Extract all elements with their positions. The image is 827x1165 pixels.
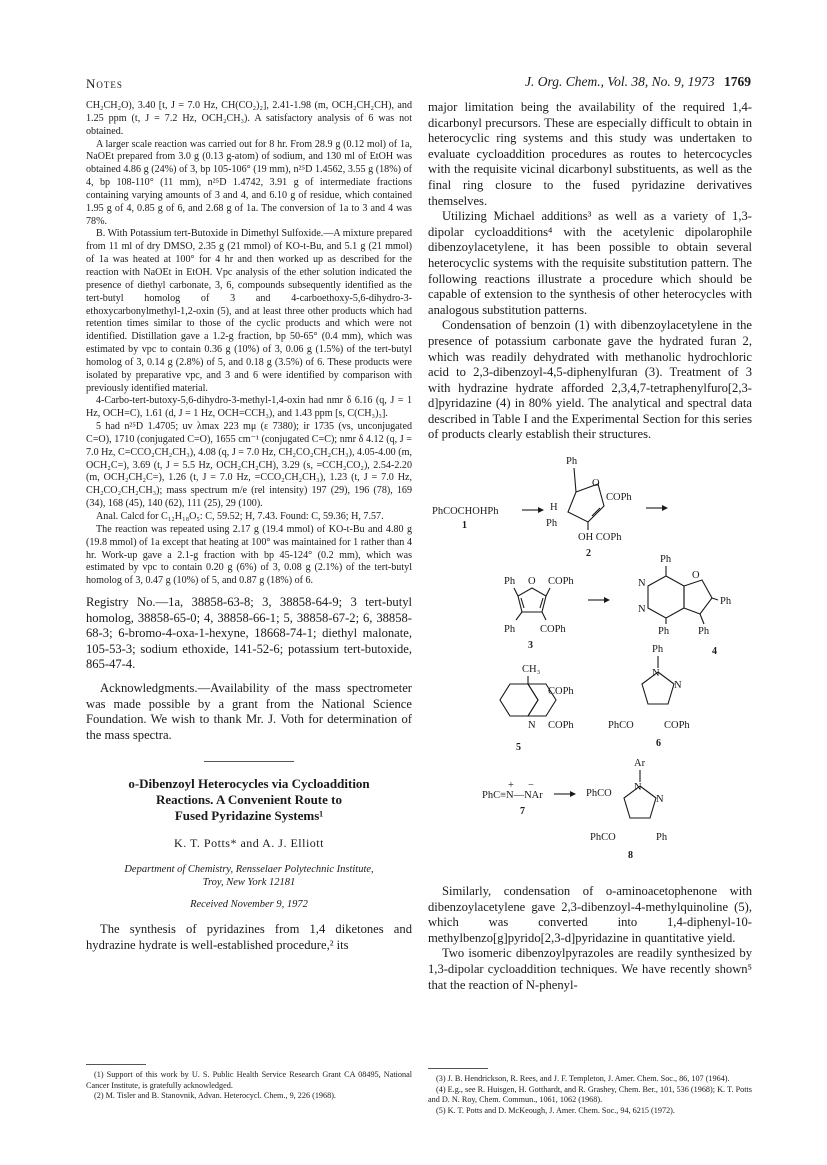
compound-4-label: 4 <box>712 646 717 657</box>
article-divider <box>204 761 294 762</box>
experimental-paragraph: 4-Carbo-tert-butoxy-5,6-dihydro-3-methyl-1,4-oxin had nmr δ 6.16 (q, J = 1 Hz, OCH=C), 1.61 (d, J = 1 Hz, OCH=CCH₃), and 1.43 ppm [s, C(CH₃)₃]. <box>86 395 412 420</box>
footnotes-left <box>86 1070 412 1102</box>
double-bond <box>540 598 543 608</box>
experimental-paragraph: The reaction was repeated using 2.17 g (19.4 mmol) of KO-t-Bu and 4.80 g (19.8 mmol) of 1a except that heating at 100° was maintained for 1 rather than 4 hr. Work-up gave a 2.1-g fraction with bp 45-124° (0.2 mm), which was estimated by vpc to contain 0.20 g (6%) of 3, 0.08 g (2.1%) of the tert-butyl homolog of 3, 0.47 g (10%) of 5, and 0.87 g (18%) of 6. <box>86 523 412 587</box>
body-paragraph: Condensation of benzoin (1) with dibenzoylacetylene in the presence of potassium carbonate gave the hydrated furan 2, which was readily dehydrated with methanolic hydrochloric acid to 2,3-dibenzoyl-4,5-diphenylfuran (3). Treatment of 3 with hydrazine hydrate afforded 2,3,4,7-tetraphenylfuro[2,3-d]pyridazine (4) in 80% yield. The analytical and spectral data described in Table I and the Experimental Section for this series of products clearly establish their structures. <box>428 318 752 442</box>
ring-oxygen: O <box>592 478 600 489</box>
ring-nitrogen: N <box>634 782 642 793</box>
arrowhead-2 <box>662 505 668 511</box>
compound-3-label: 3 <box>528 640 533 651</box>
minus-charge: − <box>528 780 534 791</box>
body-paragraph: Two isomeric dibenzoylpyrazoles are readily synthesized by 1,3-dipolar cycloaddition techniques. We have recently shown⁵ that the reaction of N-phenyl- <box>428 946 752 992</box>
affiliation <box>86 863 412 889</box>
ph-label: Ph <box>660 554 672 565</box>
compound-2-ring <box>568 484 604 522</box>
right-column <box>428 100 752 443</box>
bond <box>700 614 704 624</box>
ph-label: Ph <box>546 518 558 529</box>
acknowledgments: Acknowledgments.—Availability of the mass spectrometer was made possible by a grant from the National Science Foundation. We wish to thank Mr. J. Voth for determination of the mass spectra. <box>86 681 412 742</box>
affiliation-line: Department of Chemistry, Rensselaer Polytechnic Institute, <box>124 864 374 876</box>
double-bond <box>592 508 600 516</box>
ring-oxygen: O <box>528 576 536 587</box>
received-date: Received November 9, 1972 <box>190 899 308 911</box>
ring-oxygen: O <box>692 570 700 581</box>
footnote: (1) Support of this work by U. S. Public Health Service Research Grant CA 08495, National Cancer Institute, is gratefully acknowledged. <box>86 1070 412 1090</box>
registry-numbers: Registry No.—1a, 38858-63-8; 3, 38858-64-9; 3 tert-butyl homolog, 38858-65-0; 4, 38858-66-1; 5, 38858-67-2; 6, 38858-68-3; 6-bromo-4-oxa-1-hexyne, 18668-74-1; diethyl malonate, 105-53-3; sodium ethoxide, 141-52-6; potassium tert-butoxide, 865-47-4. <box>86 595 412 672</box>
ring-nitrogen: N <box>652 668 660 679</box>
ring-nitrogen: N <box>638 578 646 589</box>
ph-label: Ph <box>658 626 670 637</box>
ph-label: Ph <box>504 576 516 587</box>
compound-5-label: 5 <box>516 742 521 753</box>
coph-label: COPh <box>664 720 690 731</box>
page-number: 1769 <box>724 74 751 89</box>
scheme-svg <box>428 448 752 876</box>
footnotes-right <box>428 1074 752 1116</box>
footnote-rule <box>86 1064 146 1065</box>
compound-7-label: 7 <box>520 806 525 817</box>
experimental-paragraph: CH₂CH₂O), 3.40 [t, J = 7.0 Hz, CH(CO₂)₂], 2.41-1.98 (m, OCH₂CH₂CH), and 1.25 ppm (t, J = 7.2 Hz, OCH₂CH₃). A satisfactory analysis of 6 was not obtained. <box>86 100 412 137</box>
article-title <box>86 776 412 824</box>
phco-label: PhCO <box>590 832 616 843</box>
journal-citation: J. Org. Chem., Vol. 38, No. 9, 1973 <box>525 74 715 89</box>
oh-coph-label: OH COPh <box>578 532 622 543</box>
title-line: Reactions. A Convenient Route to <box>156 792 342 808</box>
compound-1-label: 1 <box>462 520 467 531</box>
journal-header <box>525 74 751 90</box>
experimental-paragraph: Anal. Calcd for C₁₂H₁₈O₅: C, 59.52; H, 7.43. Found: C, 59.36; H, 7.57. <box>96 511 384 522</box>
bond <box>574 468 576 492</box>
intro-paragraph: The synthesis of pyridazines from 1,4 diketones and hydrazine hydrate is well-established procedure,² its <box>86 922 412 952</box>
footnote: (4) E.g., see R. Huisgen, H. Gotthardt, and R. Grashey, Chem. Ber., 101, 536 (1968); K. T. Potts and D. N. Roy, Chem. Commun., 1061, 1062 (1968). <box>428 1084 752 1104</box>
ph-label: Ph <box>656 832 668 843</box>
experimental-section <box>86 100 412 588</box>
coph-label: COPh <box>540 624 566 635</box>
body-paragraph: Similarly, condensation of o-aminoacetophenone with dibenzoylacetylene gave 2,3-dibenzoyl-4-methylquinoline (5), which was converted into 1,4-diphenyl-10-methylbenzo[g]pyrido[2,3-d]pyridazine in quantitative yield. <box>428 884 752 945</box>
footnote: (5) K. T. Potts and D. McKeough, J. Amer. Chem. Soc., 94, 6215 (1972). <box>436 1105 675 1115</box>
bond <box>546 588 550 596</box>
phco-label: PhCO <box>586 788 612 799</box>
compound-2-label: 2 <box>586 548 591 559</box>
arrowhead-4 <box>570 791 576 797</box>
coph-label: COPh <box>548 720 574 731</box>
compound-4-furan <box>684 580 712 614</box>
experimental-paragraph: 5 had n²⁵D 1.4705; uv λmax 223 mμ (ε 7380); ir 1735 (vs, unconjugated C=O), 1710 (conjugated C=O), 1655 cm⁻¹ (conjugated C=C); nmr δ 4.12 (q, J = 7.0 Hz, C=CCO₂CH₂CH₃), 4.08 (q, J = 7.0 Hz, CH₂CO₂CH₂CH₃), 4.05-4.00 (m, OCH₂C=), 3.69 (t, J = 5.5 Hz, OCH₂CH₂CH), 3.29 (s, =CCH₂CO₂), 2.54-2.20 (m, OCH₂CH₂C=), 1.26 (t, J = 7.0 Hz, =CCO₂CH₂CH₃), 1.23 (t, J = 7.0 Hz, CH₂CO₂CH₂CH₃); mass spectrum m/e (rel intensity) 197 (29), 196 (78), 169 (34), 168 (45), 140 (62), 111 (25), 29 (100). <box>86 421 412 510</box>
ar-label: Ar <box>634 758 646 769</box>
title-line: o-Dibenzoyl Heterocycles via Cycloaddition <box>128 776 370 792</box>
bond <box>712 598 718 600</box>
affiliation-line: Troy, New York 12181 <box>202 877 296 889</box>
compound-4-pyridazine <box>648 576 684 618</box>
experimental-paragraph: A larger scale reaction was carried out for 8 hr. From 28.9 g (0.12 mol) of 1a, NaOEt prepared from 3.0 g (0.13 g-atom) of sodium, and 130 ml of EtOH was obtained 4.86 g (24%) of 3, bp 105-106° (19 mm), n²⁵D 1.4562, 3.55 g (18%) of 4, bp 108-110° (11 mm), n²⁵D 1.4742, 3.91 g of intermediate fractions containing varying amounts of 3 and 4, and 6.10 g of residue, which contained 1.95 g of 4, 0.85 g of 6, and 2.68 g of 1a. The conversion of 1a to 3 and 4 was 78%. <box>86 138 412 227</box>
ph-label: Ph <box>698 626 710 637</box>
compound-6-label: 6 <box>656 738 661 749</box>
compound-1-formula: PhCOCHOHPh <box>432 506 499 517</box>
coph-label: COPh <box>548 576 574 587</box>
ring-nitrogen: N <box>674 680 682 691</box>
compound-5-benzo-ring <box>500 684 538 716</box>
authors: K. T. Potts* and A. J. Elliott <box>174 836 324 851</box>
phco-label: PhCO <box>608 720 634 731</box>
body-paragraph: Utilizing Michael additions³ as well as a variety of 1,3-dipolar cycloadditions⁴ with the acetylenic dipolarophile dibenzoylacetylene, it has been possible to obtain several heterocyclic systems with the requisite substitution pattern. The following reactions illustrate a procedure which should be capable of extension to the synthesis of other heterocycles with analogous substitution patterns. <box>428 209 752 317</box>
ph-label: Ph <box>504 624 516 635</box>
footnote: (3) J. B. Hendrickson, R. Rees, and J. F. Templeton, J. Amer. Chem. Soc., 86, 107 (1964). <box>436 1074 730 1083</box>
ph-label: Ph <box>652 644 664 655</box>
ph-label: Ph <box>566 456 578 467</box>
arrowhead-1 <box>538 507 544 513</box>
compound-8-label: 8 <box>628 850 633 861</box>
coph-label: COPh <box>548 686 574 697</box>
reaction-scheme <box>428 448 752 876</box>
left-column <box>86 100 412 954</box>
experimental-paragraph: B. With Potassium tert-Butoxide in Dimethyl Sulfoxide.—A mixture prepared from 11 ml of dry DMSO, 2.35 g (21 mmol) of KO-t-Bu, and 5.1 g (21 mmol) of 1a was heated at 100° for 4 hr and then worked up as described for the reaction with NaOEt in EtOH. Vpc analysis of the ether solution indicated the presence of diethyl carbonate, 3, 6, compounds subsequently identified as the tert-butyl homolog of 3 and 4-carboethoxy-5,6-dihydro-3-ethoxycarbonylmethyl-1,2-oxin (5), and at least three other products which had retention times similar to those of the cyclic products and which were not identified. Distillation gave a 1.2-g fraction, bp 50-65° (0.4 mm), which was estimated by vpc to contain 0.36 g (10%) of 3, 0.06 g (1.5%) of the tert-butyl homolog of 3, 0.14 g (2.8%) of 5, and 0.18 g (3.5%) of 6. These products were isolated by preparative vpc, and 3 and 6 were identified by comparison with previously identified material. <box>86 228 412 394</box>
bond <box>542 612 546 620</box>
plus-charge: + <box>508 780 514 791</box>
compound-3-ring <box>518 588 546 612</box>
title-line: Fused Pyridazine Systems¹ <box>174 808 324 824</box>
bond <box>514 588 518 596</box>
ph-label: Ph <box>720 596 732 607</box>
nitrilimine-formula: PhC≡N—NAr <box>482 790 543 801</box>
ring-nitrogen: N <box>528 720 536 731</box>
body-paragraph: major limitation being the availability of the required 1,4-dicarbonyl precursors. These are especially difficult to obtain in heterocyclic ring systems and this study was undertaken to evaluate cycloaddition procedures as routes to hetercocycles with the requisite vicinal dicarbonyl substituents, as well as the final ring closure to the fused pyridazine derivatives themselves. <box>428 100 752 208</box>
ring-nitrogen: N <box>638 604 646 615</box>
right-column-lower <box>428 884 752 993</box>
coph-label: COPh <box>606 492 632 503</box>
bond <box>516 612 522 620</box>
double-bond <box>521 598 524 608</box>
footnote-rule <box>428 1068 488 1069</box>
section-header: Notes <box>86 76 123 91</box>
h-label: H <box>550 502 558 513</box>
footnote: (2) M. Tisler and B. Stanovnik, Advan. Heterocycl. Chem., 9, 226 (1968). <box>94 1091 336 1100</box>
arrowhead-3 <box>604 597 610 603</box>
ring-nitrogen: N <box>656 794 664 805</box>
methyl-label: CH₃ <box>522 664 541 675</box>
